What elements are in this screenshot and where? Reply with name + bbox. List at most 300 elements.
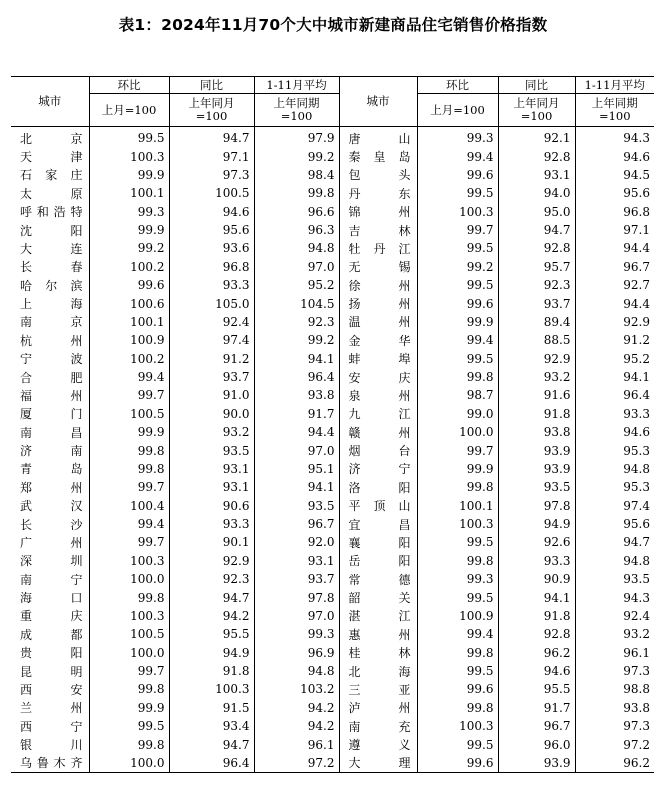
- avg-base-right: 上年同期 =100: [575, 94, 654, 127]
- table-row: [11, 735, 654, 753]
- city-cell-left: 哈尔滨: [11, 276, 89, 294]
- avg-cell-left: 104.5: [254, 294, 339, 312]
- avg-cell-right: 96.7: [623, 259, 650, 274]
- mom-cell-right: 99.5: [417, 533, 498, 551]
- city-cell-left: 济 南: [11, 441, 89, 459]
- yoy-cell-left: 90.0: [169, 405, 254, 423]
- yoy-cell-right: 91.8: [498, 607, 575, 625]
- city-cell-left: 杭 州: [11, 331, 89, 349]
- city-cell-left: 太 原: [11, 184, 89, 202]
- avg-cell-right: 95.3: [623, 443, 650, 458]
- table-row: [11, 754, 654, 773]
- mom-cell-right: 99.4: [417, 625, 498, 643]
- yoy-cell-right: 91.7: [498, 699, 575, 717]
- avg-cell-right: 94.7: [623, 535, 650, 550]
- avg-cell-left: 99.8: [254, 184, 339, 202]
- yoy-cell-left: 95.5: [169, 625, 254, 643]
- avg-cell-left: 93.8: [254, 386, 339, 404]
- avg-cell-left: 92.3: [254, 313, 339, 331]
- yoy-cell-right: 94.0: [498, 184, 575, 202]
- avg-cell-left: 97.8: [254, 588, 339, 606]
- mom-cell-right: 99.5: [417, 239, 498, 257]
- yoy-cell-right: 95.5: [498, 680, 575, 698]
- city-cell-right: 九 江: [339, 405, 417, 423]
- table-row: [11, 680, 654, 698]
- avg-cell-left: 96.9: [254, 644, 339, 662]
- mom-cell-right: 99.6: [417, 166, 498, 184]
- mom-cell-left: 99.8: [89, 441, 169, 459]
- avg-header-right: 1-11月平均: [575, 77, 654, 94]
- avg-cell-left: 95.1: [254, 460, 339, 478]
- table-row: [11, 497, 654, 515]
- avg-cell-left: 103.2: [254, 680, 339, 698]
- avg-cell-left: 96.6: [254, 203, 339, 221]
- city-cell-left: 成 都: [11, 625, 89, 643]
- mom-base-left: 上月=100: [89, 94, 169, 127]
- mom-cell-left: 100.1: [89, 184, 169, 202]
- city-cell-left: 长 春: [11, 258, 89, 276]
- yoy-cell-left: 97.3: [169, 166, 254, 184]
- mom-cell-right: 100.3: [417, 203, 498, 221]
- avg-cell-left: 93.1: [254, 552, 339, 570]
- mom-cell-left: 99.8: [89, 460, 169, 478]
- table-row: [11, 441, 654, 459]
- table-row: [11, 331, 654, 349]
- table-row: [11, 368, 654, 386]
- table-row: [11, 276, 654, 294]
- avg-cell-right: 94.5: [623, 167, 650, 182]
- city-cell-right: 包 头: [339, 166, 417, 184]
- mom-cell-left: 99.8: [89, 588, 169, 606]
- avg-cell-right: 96.2: [623, 755, 650, 770]
- mom-cell-left: 100.3: [89, 552, 169, 570]
- table-row: [11, 184, 654, 202]
- yoy-cell-left: 94.7: [169, 127, 254, 148]
- yoy-cell-left: 96.8: [169, 258, 254, 276]
- city-cell-right: 无 锡: [339, 258, 417, 276]
- city-cell-left: 深 圳: [11, 552, 89, 570]
- yoy-cell-right: 92.8: [498, 147, 575, 165]
- city-cell-right: 吉 林: [339, 221, 417, 239]
- table-row: [11, 423, 654, 441]
- city-cell-right: 宜 昌: [339, 515, 417, 533]
- city-cell-left: 南 京: [11, 313, 89, 331]
- city-cell-right: 襄 阳: [339, 533, 417, 551]
- mom-cell-right: 99.0: [417, 405, 498, 423]
- city-cell-right: 洛 阳: [339, 478, 417, 496]
- mom-cell-left: 99.7: [89, 386, 169, 404]
- avg-cell-right: 93.5: [623, 572, 650, 587]
- avg-cell-left: 94.8: [254, 662, 339, 680]
- mom-cell-right: 100.1: [417, 497, 498, 515]
- avg-cell-right: 95.6: [623, 186, 650, 201]
- city-cell-right: 锦 州: [339, 203, 417, 221]
- mom-cell-right: 99.5: [417, 735, 498, 753]
- avg-cell-left: 97.0: [254, 258, 339, 276]
- yoy-cell-left: 93.2: [169, 423, 254, 441]
- table-row: [11, 644, 654, 662]
- yoy-cell-right: 93.9: [498, 460, 575, 478]
- city-cell-left: 北 京: [11, 127, 89, 148]
- yoy-cell-left: 94.7: [169, 735, 254, 753]
- city-cell-left: 厦 门: [11, 405, 89, 423]
- avg-cell-left: 97.0: [254, 441, 339, 459]
- city-cell-right: 平顶山: [339, 497, 417, 515]
- avg-cell-left: 94.2: [254, 717, 339, 735]
- mom-cell-left: 100.5: [89, 405, 169, 423]
- yoy-cell-left: 94.9: [169, 644, 254, 662]
- mom-cell-left: 100.2: [89, 350, 169, 368]
- yoy-cell-right: 93.2: [498, 368, 575, 386]
- yoy-cell-left: 94.2: [169, 607, 254, 625]
- mom-cell-left: 99.9: [89, 166, 169, 184]
- city-cell-right: 泸 州: [339, 699, 417, 717]
- mom-cell-left: 99.7: [89, 478, 169, 496]
- mom-cell-right: 99.3: [417, 570, 498, 588]
- yoy-cell-left: 91.2: [169, 350, 254, 368]
- yoy-cell-right: 91.6: [498, 386, 575, 404]
- avg-cell-right: 96.4: [623, 388, 650, 403]
- avg-cell-right: 92.9: [623, 314, 650, 329]
- mom-cell-right: 99.3: [417, 127, 498, 148]
- avg-cell-left: 96.4: [254, 368, 339, 386]
- yoy-cell-right: 92.6: [498, 533, 575, 551]
- city-cell-right: 安 庆: [339, 368, 417, 386]
- city-cell-left: 广 州: [11, 533, 89, 551]
- city-cell-left: 贵 阳: [11, 644, 89, 662]
- avg-cell-right: 95.3: [623, 480, 650, 495]
- table-row: [11, 313, 654, 331]
- city-cell-left: 重 庆: [11, 607, 89, 625]
- mom-cell-left: 99.9: [89, 423, 169, 441]
- table-row: [11, 350, 654, 368]
- city-cell-right: 秦皇岛: [339, 147, 417, 165]
- table-row: [11, 294, 654, 312]
- city-cell-left: 西 宁: [11, 717, 89, 735]
- mom-cell-right: 99.5: [417, 350, 498, 368]
- yoy-cell-left: 97.4: [169, 331, 254, 349]
- avg-cell-right: 94.8: [623, 553, 650, 568]
- city-column-header-right: 城市: [339, 77, 417, 127]
- mom-cell-left: 100.3: [89, 607, 169, 625]
- yoy-cell-right: 92.9: [498, 350, 575, 368]
- yoy-cell-right: 92.3: [498, 276, 575, 294]
- mom-cell-left: 99.2: [89, 239, 169, 257]
- city-cell-left: 福 州: [11, 386, 89, 404]
- yoy-cell-right: 92.8: [498, 625, 575, 643]
- table-row: [11, 478, 654, 496]
- table-row: [11, 258, 654, 276]
- avg-cell-right: 94.1: [623, 370, 650, 385]
- mom-cell-left: 99.8: [89, 680, 169, 698]
- table-row: [11, 533, 654, 551]
- yoy-cell-right: 94.6: [498, 662, 575, 680]
- mom-cell-left: 99.9: [89, 699, 169, 717]
- yoy-cell-right: 92.8: [498, 239, 575, 257]
- yoy-cell-right: 92.1: [498, 127, 575, 148]
- yoy-cell-left: 96.4: [169, 754, 254, 773]
- yoy-cell-right: 95.0: [498, 203, 575, 221]
- mom-cell-left: 100.4: [89, 497, 169, 515]
- avg-cell-left: 95.2: [254, 276, 339, 294]
- mom-header-left: 环比: [89, 77, 169, 94]
- mom-cell-right: 100.3: [417, 515, 498, 533]
- mom-cell-left: 99.4: [89, 368, 169, 386]
- mom-cell-left: 99.5: [89, 127, 169, 148]
- avg-cell-left: 99.2: [254, 147, 339, 165]
- yoy-cell-left: 93.3: [169, 276, 254, 294]
- avg-cell-left: 99.2: [254, 331, 339, 349]
- mom-cell-left: 99.4: [89, 515, 169, 533]
- table-body: [11, 127, 654, 773]
- mom-cell-left: 99.7: [89, 533, 169, 551]
- yoy-cell-right: 94.9: [498, 515, 575, 533]
- yoy-cell-left: 91.8: [169, 662, 254, 680]
- table-row: [11, 662, 654, 680]
- yoy-cell-left: 92.4: [169, 313, 254, 331]
- mom-cell-right: 99.8: [417, 552, 498, 570]
- avg-cell-right: 94.3: [623, 590, 650, 605]
- mom-cell-left: 100.2: [89, 258, 169, 276]
- city-cell-right: 扬 州: [339, 294, 417, 312]
- city-cell-left: 海 口: [11, 588, 89, 606]
- mom-cell-left: 99.9: [89, 221, 169, 239]
- city-cell-left: 沈 阳: [11, 221, 89, 239]
- table-row: [11, 203, 654, 221]
- yoy-cell-left: 93.1: [169, 460, 254, 478]
- avg-cell-right: 94.3: [623, 131, 650, 146]
- city-cell-right: 温 州: [339, 313, 417, 331]
- avg-cell-left: 98.4: [254, 166, 339, 184]
- avg-cell-left: 94.4: [254, 423, 339, 441]
- city-cell-right: 湛 江: [339, 607, 417, 625]
- city-cell-left: 兰 州: [11, 699, 89, 717]
- yoy-cell-right: 96.2: [498, 644, 575, 662]
- yoy-cell-left: 90.6: [169, 497, 254, 515]
- mom-cell-right: 99.8: [417, 644, 498, 662]
- yoy-cell-left: 93.3: [169, 515, 254, 533]
- mom-cell-right: 99.8: [417, 699, 498, 717]
- avg-cell-right: 96.1: [623, 645, 650, 660]
- avg-cell-right: 94.6: [623, 425, 650, 440]
- city-cell-left: 南 昌: [11, 423, 89, 441]
- avg-cell-left: 94.1: [254, 478, 339, 496]
- mom-cell-left: 100.1: [89, 313, 169, 331]
- table-row: [11, 405, 654, 423]
- yoy-cell-left: 90.1: [169, 533, 254, 551]
- yoy-cell-left: 100.3: [169, 680, 254, 698]
- table-row: [11, 460, 654, 478]
- city-cell-right: 三 亚: [339, 680, 417, 698]
- avg-cell-right: 96.8: [623, 204, 650, 219]
- mom-cell-right: 100.3: [417, 717, 498, 735]
- table-row: [11, 147, 654, 165]
- yoy-cell-left: 92.3: [169, 570, 254, 588]
- mom-cell-right: 99.6: [417, 680, 498, 698]
- mom-cell-left: 99.3: [89, 203, 169, 221]
- mom-cell-left: 99.7: [89, 662, 169, 680]
- city-cell-left: 上 海: [11, 294, 89, 312]
- avg-cell-right: 97.4: [623, 498, 650, 513]
- yoy-cell-left: 93.7: [169, 368, 254, 386]
- yoy-cell-left: 93.5: [169, 441, 254, 459]
- table-row: [11, 166, 654, 184]
- avg-cell-right: 93.2: [623, 627, 650, 642]
- city-cell-left: 呼和浩特: [11, 203, 89, 221]
- city-cell-right: 大 理: [339, 754, 417, 773]
- mom-cell-right: 99.7: [417, 441, 498, 459]
- yoy-base-right: 上年同月 =100: [498, 94, 575, 127]
- mom-cell-right: 99.2: [417, 258, 498, 276]
- mom-cell-right: 99.6: [417, 294, 498, 312]
- city-cell-left: 大 连: [11, 239, 89, 257]
- table-row: [11, 221, 654, 239]
- yoy-cell-left: 100.5: [169, 184, 254, 202]
- mom-cell-right: 99.4: [417, 331, 498, 349]
- mom-cell-right: 99.5: [417, 588, 498, 606]
- table-row: [11, 515, 654, 533]
- yoy-cell-left: 92.9: [169, 552, 254, 570]
- city-cell-left: 青 岛: [11, 460, 89, 478]
- table-header: [11, 77, 654, 127]
- city-cell-right: 泉 州: [339, 386, 417, 404]
- city-cell-left: 武 汉: [11, 497, 89, 515]
- yoy-cell-right: 93.7: [498, 294, 575, 312]
- table-row: [11, 239, 654, 257]
- city-cell-left: 南 宁: [11, 570, 89, 588]
- yoy-cell-right: 94.7: [498, 221, 575, 239]
- yoy-cell-right: 93.1: [498, 166, 575, 184]
- table-row: [11, 588, 654, 606]
- city-cell-right: 丹 东: [339, 184, 417, 202]
- yoy-cell-right: 97.8: [498, 497, 575, 515]
- avg-cell-right: 92.4: [623, 608, 650, 623]
- avg-cell-right: 97.1: [623, 223, 650, 238]
- yoy-cell-right: 93.3: [498, 552, 575, 570]
- avg-cell-left: 99.3: [254, 625, 339, 643]
- mom-cell-left: 100.0: [89, 644, 169, 662]
- avg-cell-right: 95.6: [623, 517, 650, 532]
- city-cell-left: 郑 州: [11, 478, 89, 496]
- city-cell-right: 北 海: [339, 662, 417, 680]
- yoy-cell-right: 94.1: [498, 588, 575, 606]
- mom-cell-right: 99.7: [417, 221, 498, 239]
- table-row: [11, 127, 654, 148]
- avg-cell-right: 93.8: [623, 700, 650, 715]
- mom-cell-left: 100.0: [89, 754, 169, 773]
- yoy-cell-right: 91.8: [498, 405, 575, 423]
- avg-cell-left: 96.7: [254, 515, 339, 533]
- mom-base-right: 上月=100: [417, 94, 498, 127]
- mom-cell-right: 99.5: [417, 276, 498, 294]
- mom-cell-right: 100.9: [417, 607, 498, 625]
- avg-cell-left: 93.5: [254, 497, 339, 515]
- avg-cell-left: 97.2: [254, 754, 339, 773]
- avg-cell-left: 97.9: [254, 127, 339, 148]
- yoy-cell-left: 94.6: [169, 203, 254, 221]
- mom-cell-left: 100.9: [89, 331, 169, 349]
- avg-cell-right: 97.3: [623, 719, 650, 734]
- city-cell-right: 牡丹江: [339, 239, 417, 257]
- yoy-header-right: 同比: [498, 77, 575, 94]
- yoy-cell-right: 96.0: [498, 735, 575, 753]
- city-column-header-left: 城市: [11, 77, 89, 127]
- yoy-cell-right: 88.5: [498, 331, 575, 349]
- yoy-cell-left: 95.6: [169, 221, 254, 239]
- avg-cell-right: 94.8: [623, 461, 650, 476]
- yoy-cell-left: 91.0: [169, 386, 254, 404]
- city-cell-left: 石家庄: [11, 166, 89, 184]
- city-cell-right: 金 华: [339, 331, 417, 349]
- mom-cell-right: 99.9: [417, 460, 498, 478]
- mom-cell-right: 99.5: [417, 662, 498, 680]
- avg-cell-left: 96.1: [254, 735, 339, 753]
- mom-cell-right: 98.7: [417, 386, 498, 404]
- avg-cell-left: 91.7: [254, 405, 339, 423]
- avg-cell-right: 94.4: [623, 241, 650, 256]
- yoy-cell-right: 93.9: [498, 754, 575, 773]
- yoy-cell-left: 93.6: [169, 239, 254, 257]
- mom-cell-left: 99.5: [89, 717, 169, 735]
- mom-cell-left: 100.0: [89, 570, 169, 588]
- yoy-cell-left: 94.7: [169, 588, 254, 606]
- avg-cell-right: 92.7: [623, 278, 650, 293]
- yoy-cell-right: 89.4: [498, 313, 575, 331]
- mom-cell-left: 99.8: [89, 735, 169, 753]
- city-cell-right: 常 德: [339, 570, 417, 588]
- city-cell-right: 岳 阳: [339, 552, 417, 570]
- yoy-cell-left: 97.1: [169, 147, 254, 165]
- avg-base-left: 上年同期 =100: [254, 94, 339, 127]
- avg-header-left: 1-11月平均: [254, 77, 339, 94]
- city-cell-right: 惠 州: [339, 625, 417, 643]
- table-row: [11, 570, 654, 588]
- city-cell-right: 桂 林: [339, 644, 417, 662]
- avg-cell-right: 98.8: [623, 682, 650, 697]
- avg-cell-left: 96.3: [254, 221, 339, 239]
- avg-cell-left: 92.0: [254, 533, 339, 551]
- mom-cell-right: 100.0: [417, 423, 498, 441]
- yoy-cell-right: 95.7: [498, 258, 575, 276]
- city-cell-right: 济 宁: [339, 460, 417, 478]
- avg-cell-right: 95.2: [623, 351, 650, 366]
- city-cell-left: 昆 明: [11, 662, 89, 680]
- city-cell-left: 合 肥: [11, 368, 89, 386]
- avg-cell-right: 91.2: [623, 333, 650, 348]
- avg-cell-left: 94.8: [254, 239, 339, 257]
- mom-cell-left: 100.5: [89, 625, 169, 643]
- mom-header-right: 环比: [417, 77, 498, 94]
- city-cell-right: 赣 州: [339, 423, 417, 441]
- avg-cell-right: 97.2: [623, 737, 650, 752]
- city-cell-left: 乌鲁木齐: [11, 754, 89, 773]
- city-cell-right: 蚌 埠: [339, 350, 417, 368]
- mom-cell-left: 100.3: [89, 147, 169, 165]
- mom-cell-left: 99.6: [89, 276, 169, 294]
- city-cell-right: 烟 台: [339, 441, 417, 459]
- city-cell-right: 唐 山: [339, 127, 417, 148]
- price-index-table: [11, 76, 654, 773]
- yoy-cell-left: 91.5: [169, 699, 254, 717]
- city-cell-right: 遵 义: [339, 735, 417, 753]
- mom-cell-right: 99.5: [417, 184, 498, 202]
- avg-cell-left: 94.2: [254, 699, 339, 717]
- city-cell-right: 徐 州: [339, 276, 417, 294]
- yoy-cell-right: 93.5: [498, 478, 575, 496]
- yoy-cell-left: 105.0: [169, 294, 254, 312]
- mom-cell-left: 100.6: [89, 294, 169, 312]
- avg-cell-right: 97.3: [623, 664, 650, 679]
